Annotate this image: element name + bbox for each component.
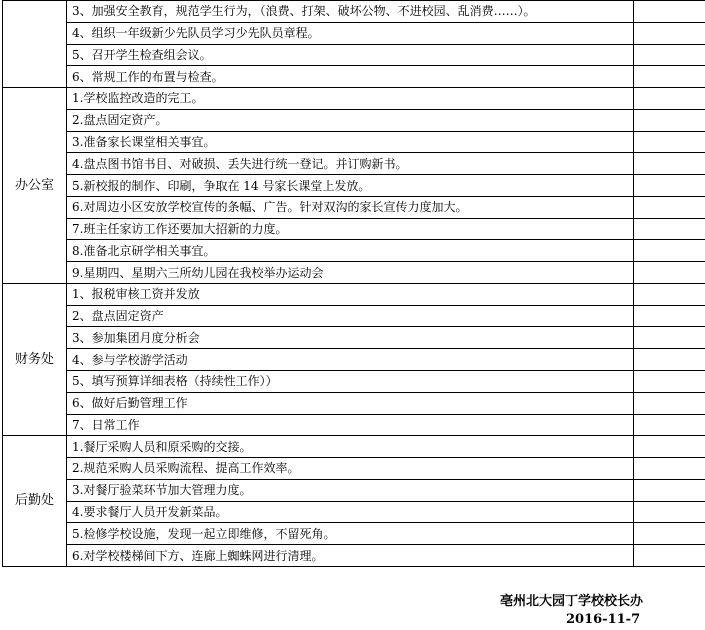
status-cell	[634, 1, 705, 23]
table-row	[3, 371, 705, 393]
task-item: 4、组织一年级新少先队员学习少先队员章程。	[67, 22, 634, 44]
status-cell	[634, 218, 705, 240]
table-row	[3, 240, 705, 262]
table-row	[3, 545, 705, 567]
status-cell	[634, 283, 705, 305]
status-cell	[634, 109, 705, 131]
table-row	[3, 1, 705, 23]
department-cell: 财务处	[3, 283, 67, 435]
table-row	[3, 349, 705, 371]
task-item: 6、做好后勤管理工作	[67, 392, 634, 414]
table-row	[3, 88, 705, 110]
status-cell	[634, 523, 705, 545]
issuer-name: 亳州北大园丁学校校长办	[500, 594, 644, 609]
department-cell: 办公室	[3, 88, 67, 284]
table-row	[3, 414, 705, 436]
task-item: 5、填写预算详细表格（持续性工作））	[67, 371, 634, 393]
status-cell	[634, 196, 705, 218]
status-cell	[634, 131, 705, 153]
issue-date: 2016-11-7	[566, 612, 641, 627]
table-row	[3, 196, 705, 218]
department-cell	[3, 1, 67, 88]
task-item: 7、日常工作	[67, 414, 634, 436]
status-cell	[634, 305, 705, 327]
task-item: 7.班主任家访工作还要加大招新的力度。	[67, 218, 634, 240]
task-item: 6.对周边小区安放学校宣传的条幅、广告。针对双沟的家长宣传力度加大。	[67, 196, 634, 218]
table-row	[3, 109, 705, 131]
table-row	[3, 175, 705, 197]
table-row	[3, 283, 705, 305]
task-item: 3、参加集团月度分析会	[67, 327, 634, 349]
task-item: 1.学校监控改造的完工。	[67, 88, 634, 110]
status-cell	[634, 44, 705, 66]
status-cell	[634, 501, 705, 523]
status-cell	[634, 371, 705, 393]
task-item: 3.准备家长课堂相关事宜。	[67, 131, 634, 153]
status-cell	[634, 458, 705, 480]
table-row	[3, 262, 705, 284]
table-row	[3, 392, 705, 414]
table-row	[3, 458, 705, 480]
task-item: 8.准备北京研学相关事宜。	[67, 240, 634, 262]
table-row	[3, 218, 705, 240]
task-item: 2.盘点固定资产。	[67, 109, 634, 131]
table-row	[3, 22, 705, 44]
department-cell: 后勤处	[3, 436, 67, 567]
status-cell	[634, 545, 705, 567]
table-row	[3, 153, 705, 175]
task-item: 5、召开学生检查组会议。	[67, 44, 634, 66]
status-cell	[634, 153, 705, 175]
task-item: 4.盘点图书馆书目、对破损、丢失进行统一登记。并订购新书。	[67, 153, 634, 175]
task-item: 3.对餐厅验菜环节加大管理力度。	[67, 479, 634, 501]
status-cell	[634, 479, 705, 501]
status-cell	[634, 262, 705, 284]
table-row	[3, 327, 705, 349]
task-item: 1.餐厅采购人员和原采购的交接。	[67, 436, 634, 458]
status-cell	[634, 392, 705, 414]
status-cell	[634, 327, 705, 349]
task-item: 3、加强安全教育，规范学生行为，（浪费、打架、破坏公物、不进校园、乱消费……）。	[67, 1, 634, 23]
status-cell	[634, 22, 705, 44]
status-cell	[634, 414, 705, 436]
table-row	[3, 501, 705, 523]
task-item: 5.检修学校设施，发现一起立即维修，不留死角。	[67, 523, 634, 545]
table-row	[3, 479, 705, 501]
task-item: 4.要求餐厅人员开发新菜品。	[67, 501, 634, 523]
table-row	[3, 523, 705, 545]
status-cell	[634, 88, 705, 110]
work-plan-body	[3, 1, 705, 567]
task-item: 2.规范采购人员采购流程、提高工作效率。	[67, 458, 634, 480]
task-item: 6、常规工作的布置与检查。	[67, 66, 634, 88]
task-item: 9.星期四、星期六三所幼儿园在我校举办运动会	[67, 262, 634, 284]
task-item: 5.新校报的制作、印刷，争取在 14 号家长课堂上发放。	[67, 175, 634, 197]
table-row	[3, 305, 705, 327]
table-row	[3, 44, 705, 66]
table-row	[3, 66, 705, 88]
status-cell	[634, 436, 705, 458]
table-row	[3, 131, 705, 153]
status-cell	[634, 349, 705, 371]
work-plan-table	[2, 0, 705, 567]
task-item: 2、盘点固定资产	[67, 305, 634, 327]
status-cell	[634, 240, 705, 262]
table-row	[3, 436, 705, 458]
status-cell	[634, 66, 705, 88]
task-item: 4、参与学校游学活动	[67, 349, 634, 371]
status-cell	[634, 175, 705, 197]
task-item: 1、报税审核工资并发放	[67, 283, 634, 305]
task-item: 6.对学校楼梯间下方、连廊上蜘蛛网进行清理。	[67, 545, 634, 567]
